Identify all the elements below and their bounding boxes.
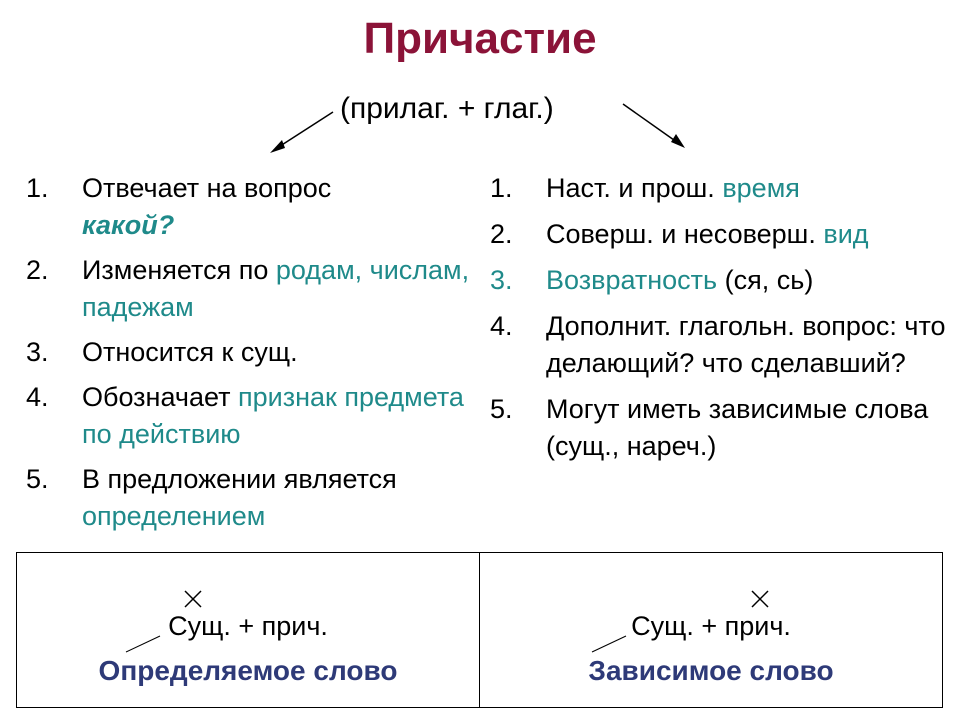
item-text: Отвечает на вопрос <box>82 173 332 203</box>
item-highlight: определением <box>82 501 266 531</box>
page-subtitle: (прилаг. + глаг.) <box>340 92 554 125</box>
item-text: Обозначает <box>82 382 231 412</box>
cross-mark-icon <box>185 591 201 607</box>
list-number: 3. <box>490 265 513 295</box>
list-number: 5. <box>26 464 49 494</box>
item-text: Относится к сущ. <box>82 337 298 367</box>
list-number: 1. <box>26 173 49 203</box>
list-number: 2. <box>490 219 513 249</box>
list-number: 3. <box>26 337 49 367</box>
connector-line <box>126 636 160 652</box>
item-text: В предложении является <box>82 464 397 494</box>
item-text: Наст. и прош. <box>546 173 715 203</box>
list-number: 1. <box>490 173 513 203</box>
item-highlight: какой? <box>82 210 175 240</box>
list-number: 4. <box>490 311 513 341</box>
item-highlight: время <box>722 173 800 203</box>
item-highlight: Возвратность <box>546 265 718 295</box>
phrase-expression: Сущ. + прич. <box>168 611 328 641</box>
page-title: Причастие <box>363 14 597 63</box>
item-text: (ся, сь) <box>724 265 814 295</box>
item-text: Могут иметь зависимые слова (сущ., нареч.) <box>546 394 929 461</box>
phrase-expression: Сущ. + прич. <box>631 611 791 641</box>
connector-line <box>592 636 626 652</box>
box-label: Определяемое слово <box>98 655 398 686</box>
item-text: Дополнит. глагольн. вопрос: что делающий? что сделавший? <box>546 311 946 378</box>
item-highlight: вид <box>823 219 869 249</box>
item-highlight: признак предмета по действию <box>82 382 464 449</box>
box-label: Зависимое слово <box>588 655 834 686</box>
list-number: 2. <box>26 255 49 285</box>
list-number: 5. <box>490 394 513 424</box>
cross-mark-icon <box>752 591 768 607</box>
item-highlight: родам, числам, падежам <box>82 255 470 322</box>
item-text: Соверш. и несоверш. <box>546 219 816 249</box>
item-text: Изменяется по <box>82 255 269 285</box>
list-number: 4. <box>26 382 49 412</box>
